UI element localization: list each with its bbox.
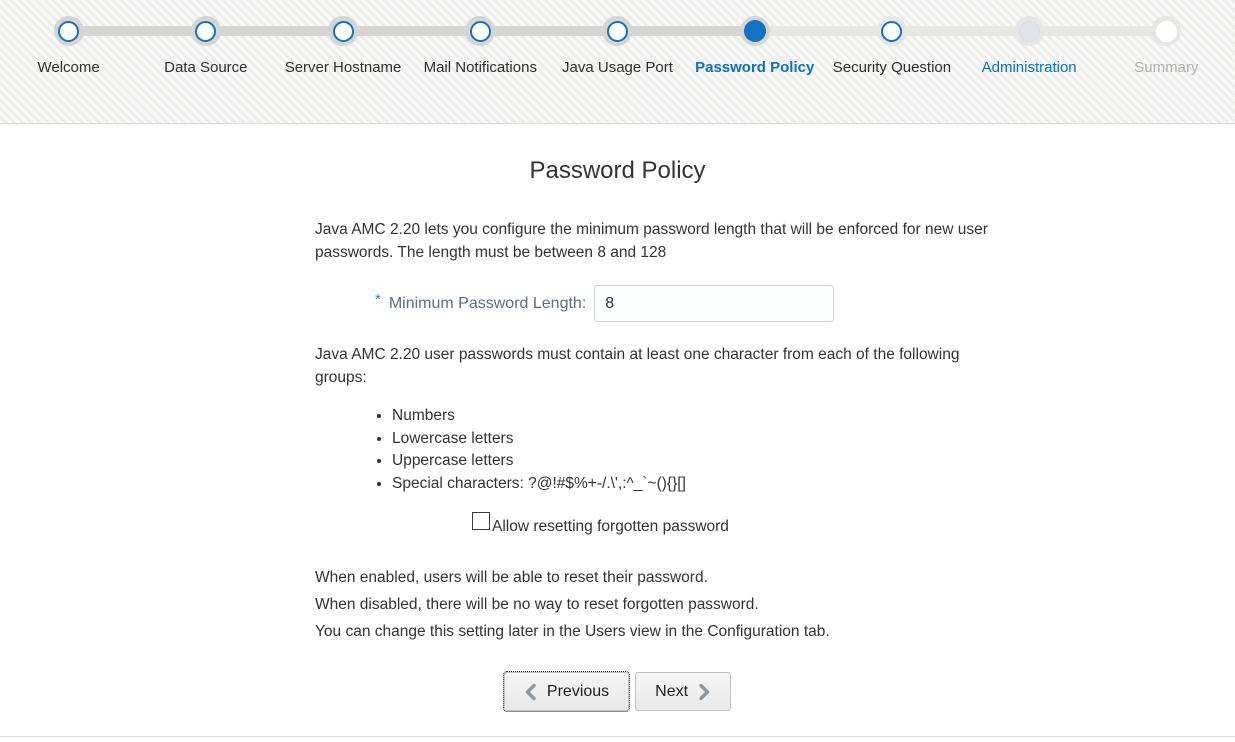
step-server-hostname[interactable] [274,16,411,79]
password-group-item: • Numbers [392,405,1005,428]
previous-button[interactable] [504,672,629,711]
step-circle-dot [1156,21,1177,42]
step-mail-notifications[interactable] [412,16,549,79]
step-circle [54,16,84,46]
step-label: Summary [1134,59,1199,76]
required-asterisk: * [375,291,381,308]
intro-text: Java AMC 2.20 lets you configure the minimum password length that will be enforced for new user passwords. The length must be between 8 and 128 [315,221,988,261]
note-line: You can change this setting later in the Users view in the Configuration tab. [315,623,830,640]
step-circle [191,16,221,46]
step-password-policy[interactable] [686,16,823,79]
allow-reset-checkbox-label[interactable]: Allow resetting forgotten password [492,518,729,535]
step-label: Administration [981,59,1077,76]
step-label: Password Policy [695,59,815,76]
step-circle [877,16,907,46]
min-password-length-input[interactable] [594,285,834,322]
page-title: Password Policy [529,157,706,184]
step-circle-dot [881,21,902,42]
step-administration[interactable] [961,16,1098,79]
wizard-page [0,124,1235,711]
next-button-label: Next [655,682,689,700]
step-java-usage-port[interactable] [549,16,686,79]
step-label: Mail Notifications [423,59,537,76]
step-circle [465,16,495,46]
step-label: Server Hostname [284,59,402,76]
allow-reset-checkbox[interactable] [472,512,490,530]
next-button[interactable] [635,672,731,711]
step-circle-dot [58,21,79,42]
notes-text [315,564,1005,645]
step-welcome[interactable] [0,16,137,79]
step-circle-dot [744,20,766,42]
wizard-buttons [0,672,1235,711]
step-circle [740,16,770,46]
step-label: Data Source [164,59,248,76]
step-circle [1151,16,1181,46]
step-circle [602,16,632,46]
step-circle-dot [333,21,354,42]
previous-button-label: Previous [546,682,610,700]
wizard-stepper [0,0,1235,124]
password-group-item: • Lowercase letters [392,428,1005,451]
password-group-item: • Special characters: ?@!#$%+-/.\',:^_`~(){}[] [392,473,1005,496]
chevron-right-icon [698,683,711,701]
step-data-source[interactable] [137,16,274,79]
step-label: Security Question [832,59,952,76]
note-line: When disabled, there will be no way to reset forgotten password. [315,596,759,613]
note-line: When enabled, users will be able to reset their password. [315,569,708,586]
step-circle-dot [607,21,628,42]
step-circle [1014,16,1044,46]
page-content [315,218,1005,645]
password-group-item: • Uppercase letters [392,450,1005,473]
wizard-stepper-steps [0,16,1235,79]
step-circle [328,16,358,46]
step-circle-dot [195,21,216,42]
step-label: Java Usage Port [562,59,673,76]
step-label: Welcome [37,59,100,76]
step-security-question[interactable] [823,16,960,79]
groups-intro-text: Java AMC 2.20 user passwords must contain at least one character from each of the following groups: [315,346,960,386]
password-groups-list [375,405,1005,495]
step-circle-dot [470,21,491,42]
min-password-length-row [375,285,1005,322]
step-summary[interactable] [1098,16,1235,79]
allow-reset-checkbox-row[interactable] [472,512,1005,533]
chevron-left-icon [524,683,537,701]
step-circle-dot [1019,21,1040,42]
bottom-divider [0,736,1235,737]
min-password-length-label: Minimum Password Length: [388,295,587,312]
